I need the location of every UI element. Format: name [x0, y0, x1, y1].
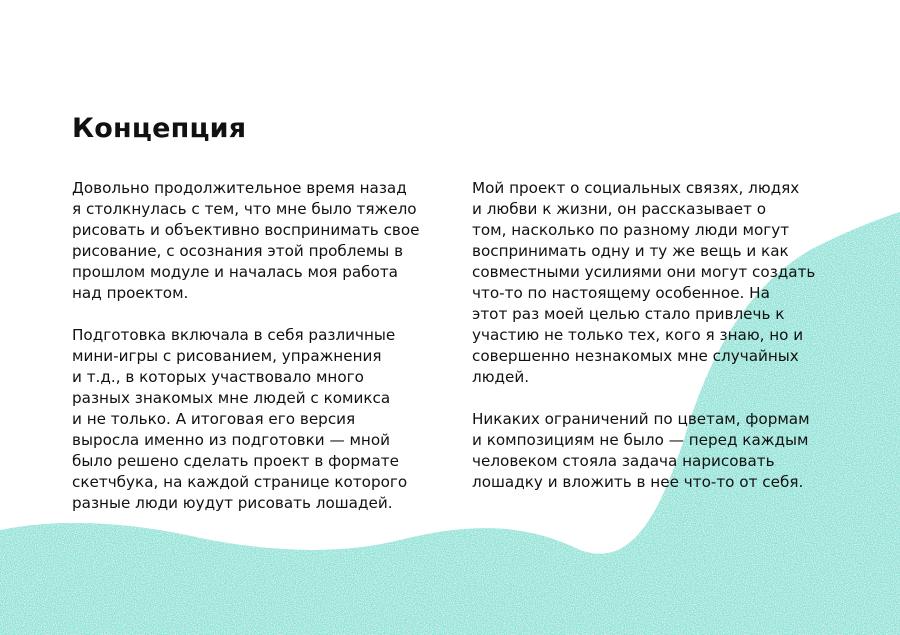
right-column	[472, 178, 847, 514]
left-paragraph-2: Подготовка включала в себя различные мини-игры с рисованием, упражнения и т.д., в которых участвовало много разных знакомых мне людей с комикса и не только. А итоговая его версия выросла именно из подготовки — мной было решено сделать проект в формате скетчбука, на каждой странице которого разные люди юудут рисовать лошадей.	[72, 326, 408, 512]
right-paragraph-1: Мой проект о социальных связях, людях и любви к жизни, он рассказывает о том, насколько по разному люди могут воспринимать одну и ту же вещь и как совместными усилиями они могут создать что-то по настоящему особенное. На этот раз моей целью стало привлечь к участию не только тех, кого я знаю, но и совершенно незнакомых мне случайных людей.	[472, 179, 816, 386]
right-paragraph-2: Никаких ограничений по цветам, формам и композициям не было — перед каждым человеком стояла задача нарисовать лошадку и вложить в нее что-то от себя.	[472, 410, 810, 491]
left-column	[72, 178, 442, 535]
left-paragraph-1: Довольно продолжительное время назад я столкнулась с тем, что мне было тяжело рисовать и объективно воспринимать свое рисование, с осознания этой проблемы в прошлом модуле и началась моя работа над проектом.	[72, 179, 420, 302]
page-title: Концепция	[72, 113, 247, 144]
